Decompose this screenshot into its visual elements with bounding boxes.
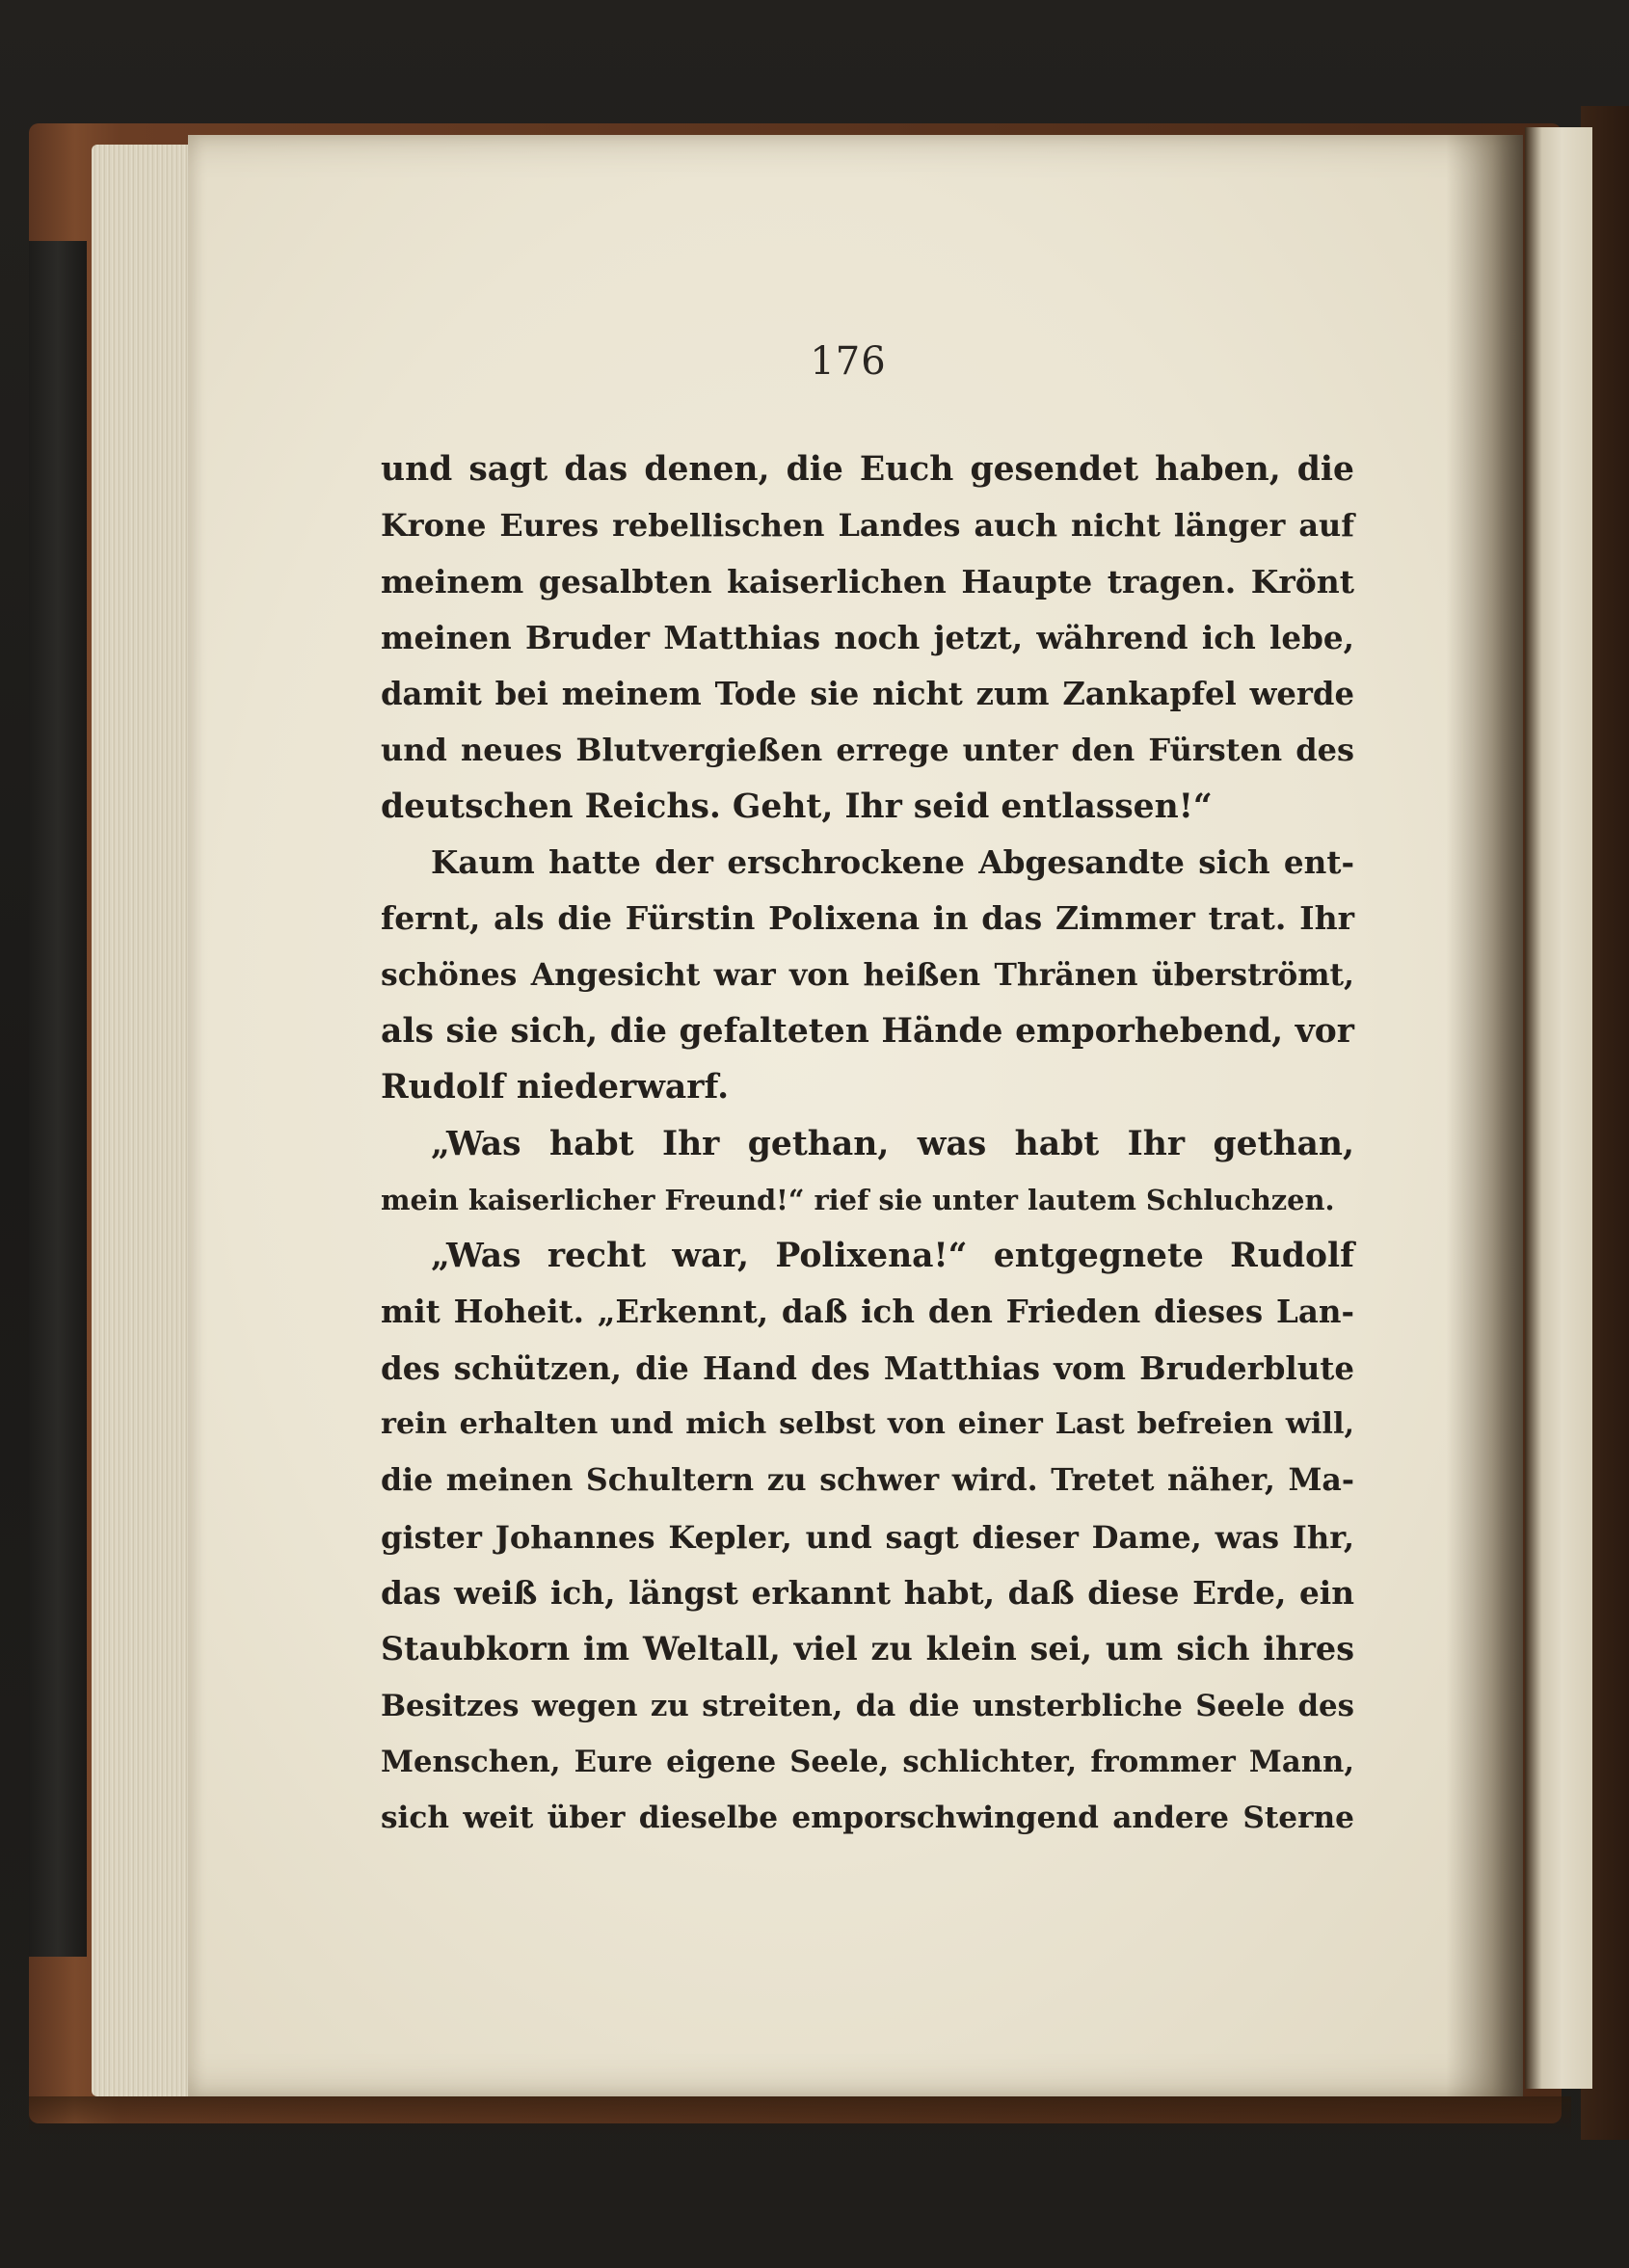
text-line: Besitzes wegen zu streiten, da die unsterbliche Seele des — [381, 1688, 1354, 1723]
text-line: des schützen, die Hand des Matthias vom Bruderblute — [381, 1349, 1354, 1387]
text-line: meinem gesalbten kaiserlichen Haupte tragen. Krönt — [381, 562, 1354, 600]
page-gutter — [1446, 135, 1523, 2096]
bottom-shadow — [29, 2096, 1571, 2135]
text-line: das weiß ich, längst erkannt habt, daß diese Erde, ein — [381, 1573, 1354, 1612]
text-line: gister Johannes Kepler, und sagt dieser Dame, was Ihr, — [381, 1518, 1354, 1556]
page-number: 176 — [810, 339, 887, 384]
text-line: fernt, als die Fürstin Polixena in das Zimmer trat. Ihr — [381, 899, 1354, 938]
text-line: rein erhalten und mich selbst von einer Last befreien will, — [381, 1407, 1354, 1442]
text-line: die meinen Schultern zu schwer wird. Tretet näher, Ma- — [381, 1462, 1354, 1499]
text-line: als sie sich, die gefalteten Hände emporhebend, vor — [381, 1011, 1354, 1051]
body-text — [381, 441, 1354, 1846]
book-spine — [29, 241, 87, 1957]
text-line: Menschen, Eure eigene Seele, schlichter, frommer Mann, — [381, 1744, 1354, 1779]
text-line: Krone Eures rebellischen Landes auch nicht länger auf — [381, 507, 1354, 545]
text-line: „Was recht war, Polixena!“ entgegnete Rudolf — [431, 1237, 1354, 1276]
text-line: deutschen Reichs. Geht, Ihr seid entlassen!“ — [381, 787, 1213, 826]
facing-page-edge — [1525, 127, 1592, 2089]
text-line: Kaum hatte der erschrockene Abgesandte sich ent- — [431, 843, 1354, 882]
text-line: sich weit über dieselbe emporschwingend andere Sterne — [381, 1801, 1354, 1836]
text-line: schönes Angesicht war von heißen Thränen überströmt, — [381, 956, 1354, 993]
text-line: mit Hoheit. „Erkennt, daß ich den Frieden dieses Lan- — [381, 1293, 1354, 1331]
text-line: Rudolf niederwarf. — [381, 1068, 730, 1107]
text-line: und neues Blutvergießen errege unter den Fürsten des — [381, 732, 1354, 769]
text-line: mein kaiserlicher Freund!“ rief sie unter lautem Schluchzen. — [381, 1183, 1335, 1216]
text-line: meinen Bruder Matthias noch jetzt, während ich lebe, — [381, 618, 1354, 656]
text-line: und sagt das denen, die Euch gesendet haben, die — [381, 450, 1354, 489]
text-line: damit bei meinem Tode sie nicht zum Zankapfel werde — [381, 676, 1354, 713]
text-line: „Was habt Ihr gethan, was habt Ihr gethan, — [431, 1124, 1354, 1163]
text-line: Staubkorn im Weltall, viel zu klein sei, um sich ihres — [381, 1630, 1354, 1668]
